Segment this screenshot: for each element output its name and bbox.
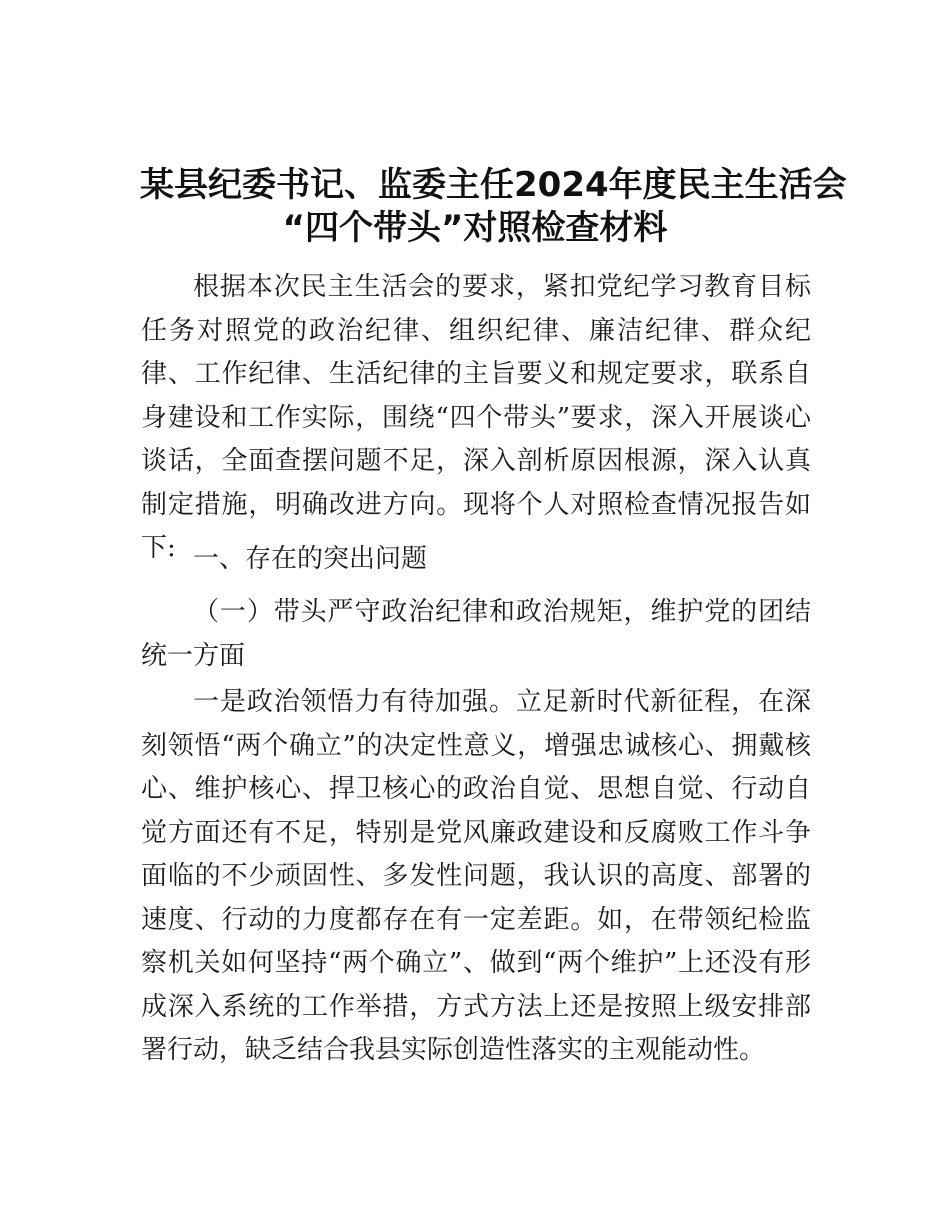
document-title-line-1: 某县纪委书记、监委主任2024年度民主生活会 [140, 165, 847, 205]
point-paragraph-block [141, 681, 811, 1073]
intro-paragraph-block [141, 266, 811, 571]
section-heading-block [141, 538, 811, 582]
intro-paragraph: 根据本次民主生活会的要求，紧扣党纪学习教育目标任务对照党的政治纪律、组织纪律、廉洁纪律、群众纪律、工作纪律、生活纪律的主旨要义和规定要求，联系自身建设和工作实际，围绕“四个带头”要求，深入开展谈心谈话，全面查摆问题不足，深入剖析原因根源，深入认真制定措施，明确改进方向。现将个人对照检查情况报告如下: [141, 272, 811, 563]
section-heading-problems: 一、存在的突出问题 [193, 544, 428, 574]
point-paragraph-political-awareness: 一是政治领悟力有待加强。立足新时代新征程，在深刻领悟“两个确立”的决定性意义，增强忠诚核心、拥戴核心、维护核心、捍卫核心的政治自觉、思想自觉、行动自觉方面还有不足，特别是党风廉政建设和反腐败工作斗争面临的不少顽固性、多发性问题，我认识的高度、部署的速度、行动的力度都存在有一定差距。如，在带领纪检监察机关如何坚持“两个确立”、做到“两个维护”上还没有形成深入系统的工作举措，方式方法上还是按照上级安排部署行动，缺乏结合我县实际创造性落实的主观能动性。 [141, 687, 811, 1065]
document-title-line-2: “四个带头”对照检查材料 [282, 208, 668, 248]
subsection-heading-block [141, 591, 811, 678]
subsection-heading-political-discipline: （一）带头严守政治纪律和政治规矩，维护党的团结统一方面 [141, 597, 811, 671]
